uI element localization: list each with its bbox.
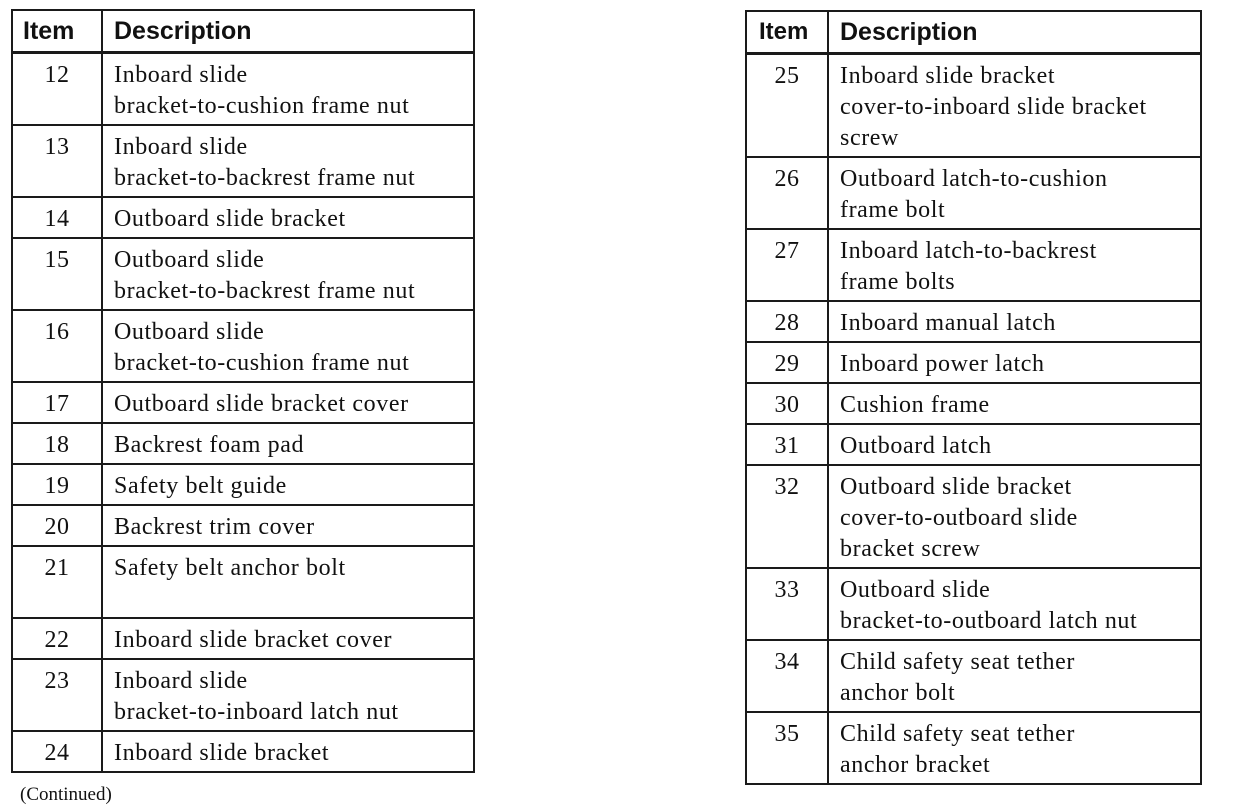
item-number: 20: [12, 505, 102, 546]
table-row: [12, 382, 474, 423]
item-description: Outboard slide bracket-to-backrest frame nut: [102, 238, 474, 310]
item-number: 23: [12, 659, 102, 731]
item-description: Backrest trim cover: [102, 505, 474, 546]
table-row: [746, 301, 1201, 342]
item-description: Safety belt anchor bolt: [102, 546, 474, 618]
item-number: 18: [12, 423, 102, 464]
item-number: 33: [746, 568, 828, 640]
table-body-left: [12, 53, 474, 772]
table-row: [12, 238, 474, 310]
item-description: Child safety seat tether anchor bracket: [828, 712, 1201, 784]
table-row: [746, 54, 1201, 157]
header-row: [746, 11, 1201, 54]
table-row: [12, 659, 474, 731]
item-description: Outboard latch: [828, 424, 1201, 465]
item-number: 13: [12, 125, 102, 197]
table-row: [746, 424, 1201, 465]
item-description: Inboard slide bracket cover: [102, 618, 474, 659]
table-row: [746, 712, 1201, 784]
item-number: 32: [746, 465, 828, 568]
item-number: 31: [746, 424, 828, 465]
parts-table-right: [745, 10, 1202, 785]
item-number: 30: [746, 383, 828, 424]
table-row: [746, 640, 1201, 712]
item-number: 22: [12, 618, 102, 659]
item-number: 26: [746, 157, 828, 229]
table-row: [746, 342, 1201, 383]
table-row: [12, 423, 474, 464]
item-description: Inboard slide bracket-to-backrest frame nut: [102, 125, 474, 197]
item-description: Backrest foam pad: [102, 423, 474, 464]
item-description: Outboard slide bracket-to-outboard latch nut: [828, 568, 1201, 640]
table-row: [12, 618, 474, 659]
continued-note: (Continued): [20, 784, 112, 805]
item-number: 19: [12, 464, 102, 505]
item-description: Inboard power latch: [828, 342, 1201, 383]
item-number: 12: [12, 53, 102, 125]
item-number: 29: [746, 342, 828, 383]
item-column-header: Item: [12, 10, 102, 53]
header-row: [12, 10, 474, 53]
table-row: [746, 465, 1201, 568]
item-number: 17: [12, 382, 102, 423]
item-description: Inboard manual latch: [828, 301, 1201, 342]
item-number: 21: [12, 546, 102, 618]
table-row: [746, 157, 1201, 229]
table-row: [12, 731, 474, 772]
item-number: 35: [746, 712, 828, 784]
item-description: Inboard slide bracket: [102, 731, 474, 772]
description-column-header: Description: [828, 11, 1201, 54]
item-description: Inboard latch-to-backrest frame bolts: [828, 229, 1201, 301]
item-number: 14: [12, 197, 102, 238]
item-description: Outboard slide bracket cover-to-outboard slide bracket screw: [828, 465, 1201, 568]
item-number: 25: [746, 54, 828, 157]
table-row: [12, 546, 474, 618]
table-row: [746, 229, 1201, 301]
item-number: 34: [746, 640, 828, 712]
item-description: Safety belt guide: [102, 464, 474, 505]
item-number: 16: [12, 310, 102, 382]
table-row: [12, 53, 474, 125]
table-row: [746, 568, 1201, 640]
parts-table-left: [11, 9, 475, 773]
item-description: Outboard slide bracket cover: [102, 382, 474, 423]
item-description: Inboard slide bracket cover-to-inboard slide bracket screw: [828, 54, 1201, 157]
item-number: 15: [12, 238, 102, 310]
item-description: Outboard slide bracket: [102, 197, 474, 238]
table-body-right: [746, 54, 1201, 784]
table-row: [12, 197, 474, 238]
table-row: [12, 505, 474, 546]
description-column-header: Description: [102, 10, 474, 53]
item-number: 27: [746, 229, 828, 301]
item-number: 24: [12, 731, 102, 772]
table-row: [12, 464, 474, 505]
table-row: [746, 383, 1201, 424]
item-description: Inboard slide bracket-to-inboard latch nut: [102, 659, 474, 731]
item-description: Outboard latch-to-cushion frame bolt: [828, 157, 1201, 229]
item-description: Cushion frame: [828, 383, 1201, 424]
table-row: [12, 125, 474, 197]
item-description: Child safety seat tether anchor bolt: [828, 640, 1201, 712]
item-number: 28: [746, 301, 828, 342]
item-description: Outboard slide bracket-to-cushion frame nut: [102, 310, 474, 382]
item-description: Inboard slide bracket-to-cushion frame nut: [102, 53, 474, 125]
item-column-header: Item: [746, 11, 828, 54]
table-row: [12, 310, 474, 382]
